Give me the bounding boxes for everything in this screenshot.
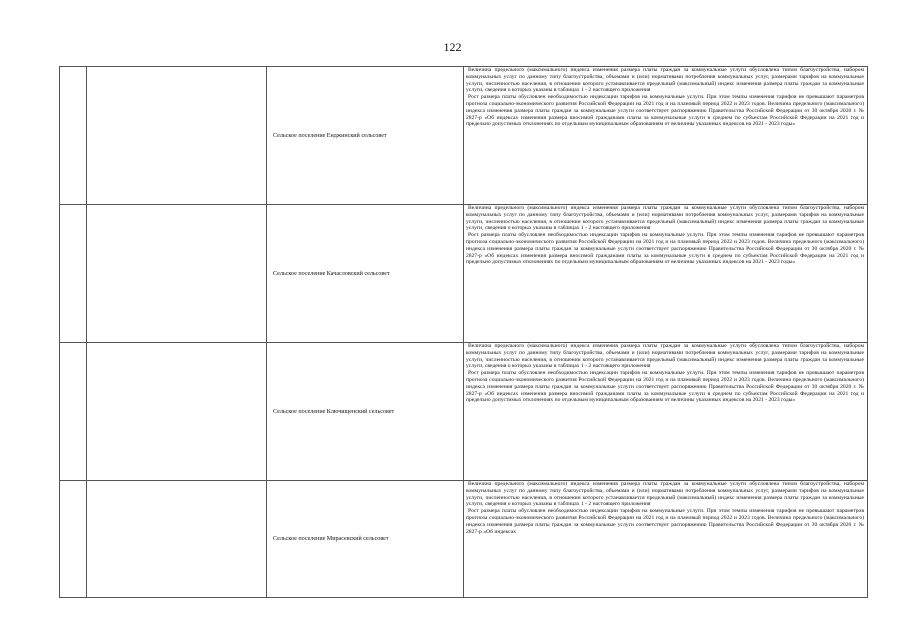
- description-paragraph: Рост размера платы обусловлен необходимостью индексации тарифов на коммунальные услуги. При этом темпы изменения тарифов не превышают параметров прогноза социально-экономического развития Российской Федерации на 2021 год и на плановый период 2022 и 2023 годов. Величина предельного (максимального) индекса изменения размера платы граждан за коммунальные услуги соответствует распоряжению Правительства Российской Федерации от 30 октября 2020 г. № 2827-р «Об индексах: [466, 508, 864, 535]
- index-cell: [60, 205, 87, 343]
- description-paragraph: Рост размера платы обусловлен необходимостью индексации тарифов на коммунальные услуги. При этом темпы изменения тарифов не превышают параметров прогноза социально-экономического развития Российской Федерации на 2021 год и на плановый период 2022 и 2023 годов. Величина предельного (максимального) индекса изменения размера платы граждан за коммунальные услуги соответствует распоряжению Правительства Российской Федерации от 30 октября 2020 г. № 2827-р «Об индексах изменения размера вносимой гражданами платы за коммунальные услуги в среднем по субъектам Российской Федерации на 2021 год и предельно допустимых отклонениях по отдельным муниципальным образованиям от величины указанных индексов на 2021 - 2023 годы»: [466, 232, 864, 266]
- table-row: [60, 343, 868, 481]
- region-cell: [87, 205, 267, 343]
- description-cell: [464, 205, 868, 343]
- region-cell: [87, 343, 267, 481]
- index-cell: [60, 481, 87, 598]
- region-cell: [87, 481, 267, 598]
- settlement-name: Сельское поселение Ключищенский сельсовет: [267, 343, 464, 481]
- description-paragraph: Величина предельного (максимального) индекса изменения размера платы граждан за коммунальные услуги обусловлена типом благоустройства, набором коммунальных услуг по данному типу благоустройства, объемами и (или) нормативами потребления коммунальных услуг, размерами тарифов на коммунальные услуги, численностью населения, в отношении которого устанавливается предельный (максимальный) индекс изменения размера платы граждан за коммунальные услуги, сведения о которых указаны в таблицах 1 - 2 настоящего приложения: [466, 343, 864, 370]
- description-paragraph: Величина предельного (максимального) индекса изменения размера платы граждан за коммунальные услуги обусловлена типом благоустройства, набором коммунальных услуг по данному типу благоустройства, объемами и (или) нормативами потребления коммунальных услуг, размерами тарифов на коммунальные услуги, численностью населения, в отношении которого устанавливается предельный (максимальный) индекс изменения размера платы граждан за коммунальные услуги, сведения о которых указаны в таблицах 1 - 2 настоящего приложения: [466, 67, 864, 94]
- description-cell: [464, 67, 868, 205]
- table-row: [60, 67, 868, 205]
- settlement-name: Сельское поселение Мирасевский сельсовет: [267, 481, 464, 598]
- page-number: 122: [443, 40, 462, 54]
- description-clip: [466, 481, 864, 597]
- index-cell: [60, 343, 87, 481]
- tariff-table: [59, 66, 868, 598]
- settlement-name: Сельское поселение Енджинский сельсовет: [267, 67, 464, 205]
- index-cell: [60, 67, 87, 205]
- settlement-name: Сельское поселение Качасловский сельсовет: [267, 205, 464, 343]
- description-paragraph: Рост размера платы обусловлен необходимостью индексации тарифов на коммунальные услуги. При этом темпы изменения тарифов не превышают параметров прогноза социально-экономического развития Российской Федерации на 2021 год и на плановый период 2022 и 2023 годов. Величина предельного (максимального) индекса изменения размера платы граждан за коммунальные услуги соответствует распоряжению Правительства Российской Федерации от 30 октября 2020 г. № 2827-р «Об индексах изменения размера вносимой гражданами платы за коммунальные услуги в среднем по субъектам Российской Федерации на 2021 год и предельно допустимых отклонениях по отдельным муниципальным образованиям от величины указанных индексов на 2021 - 2023 годы»: [466, 94, 864, 128]
- description-paragraph: Рост размера платы обусловлен необходимостью индексации тарифов на коммунальные услуги. При этом темпы изменения тарифов не превышают параметров прогноза социально-экономического развития Российской Федерации на 2021 год и на плановый период 2022 и 2023 годов. Величина предельного (максимального) индекса изменения размера платы граждан за коммунальные услуги соответствует распоряжению Правительства Российской Федерации от 30 октября 2020 г. № 2827-р «Об индексах изменения размера вносимой гражданами платы за коммунальные услуги в среднем по субъектам Российской Федерации на 2021 год и предельно допустимых отклонениях по отдельным муниципальным образованиям от величины указанных индексов на 2021 - 2023 годы»: [466, 370, 864, 404]
- description-paragraph: Величина предельного (максимального) индекса изменения размера платы граждан за коммунальные услуги обусловлена типом благоустройства, набором коммунальных услуг по данному типу благоустройства, объемами и (или) нормативами потребления коммунальных услуг, размерами тарифов на коммунальные услуги, численностью населения, в отношении которого устанавливается предельный (максимальный) индекс изменения размера платы граждан за коммунальные услуги, сведения о которых указаны в таблицах 1 - 2 настоящего приложения: [466, 481, 864, 508]
- description-cell: [464, 481, 868, 598]
- region-cell: [87, 67, 267, 205]
- description-paragraph: Величина предельного (максимального) индекса изменения размера платы граждан за коммунальные услуги обусловлена типом благоустройства, набором коммунальных услуг по данному типу благоустройства, объемами и (или) нормативами потребления коммунальных услуг, размерами тарифов на коммунальные услуги, численностью населения, в отношении которого устанавливается предельный (максимальный) индекс изменения размера платы граждан за коммунальные услуги, сведения о которых указаны в таблицах 1 - 2 настоящего приложения: [466, 205, 864, 232]
- table-row: [60, 481, 868, 598]
- table-row: [60, 205, 868, 343]
- description-cell: [464, 343, 868, 481]
